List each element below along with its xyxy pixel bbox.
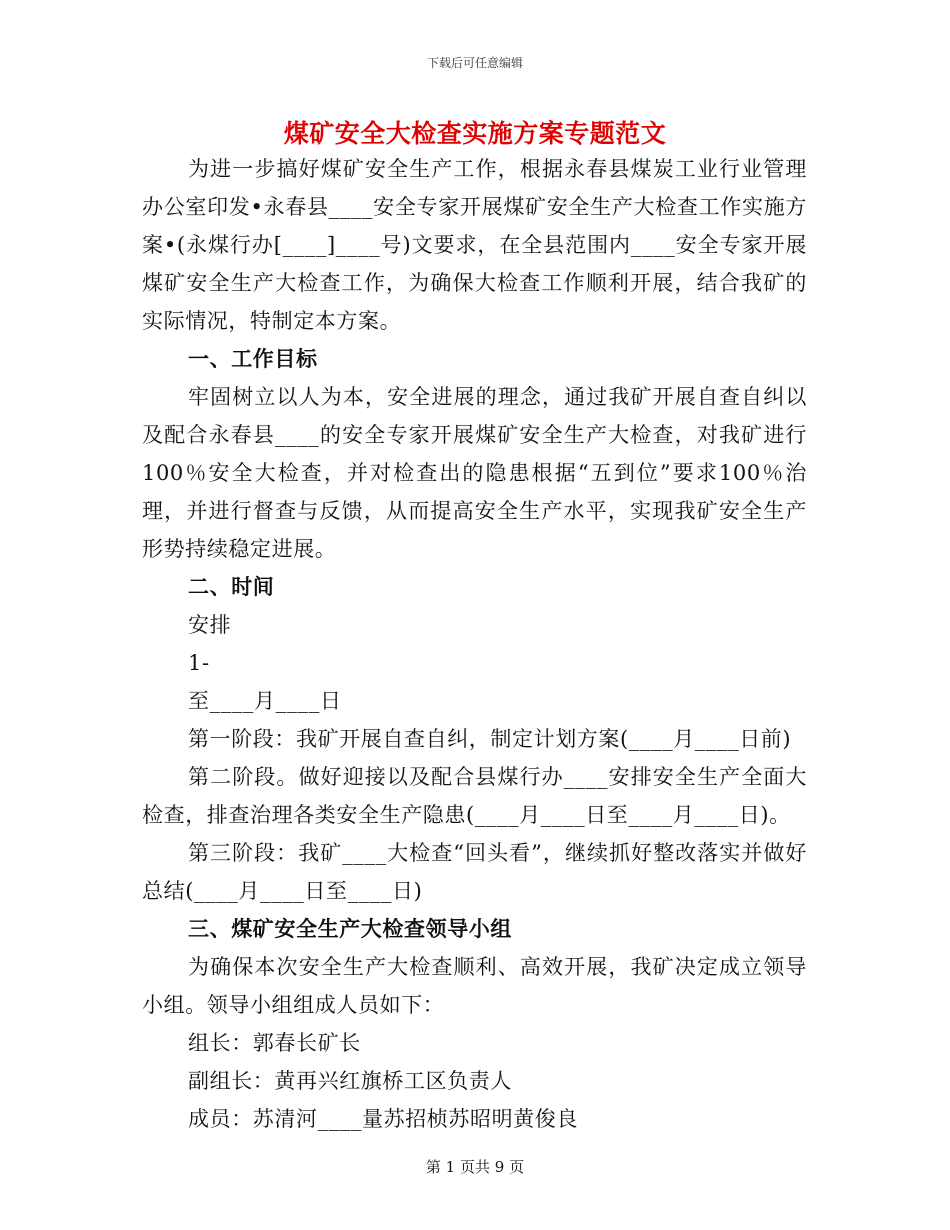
stage-one-paragraph: 第一阶段：我矿开展自查自纠，制定计划方案(____月____日前) bbox=[188, 727, 792, 751]
members-line: 成员：苏清河____量苏招桢苏昭明黄俊良 bbox=[188, 1107, 578, 1131]
goals-paragraph: 牢固树立以人为本，安全进展的理念，通过我矿开展自查自纠以及配合永春县____的安全专家开展煤矿安全生产大检查，对我矿进行100％安全大检查，并对检查出的隐患根据“五到位”要求100％治理，并进行督查与反馈，从而提高安全生产水平，实现我矿安全生产形势持续稳定进展。 bbox=[142, 385, 807, 561]
leader-line: 组长：郭春长矿长 bbox=[188, 1031, 361, 1055]
page-number-footer: 第 1 页共 9 页 bbox=[425, 1158, 525, 1176]
deputy-leader-line: 副组长：黄再兴红旗桥工区负责人 bbox=[188, 1069, 512, 1093]
time-line-arrangement: 安排 bbox=[188, 613, 232, 637]
leadership-paragraph: 为确保本次安全生产大检查顺利、高效开展，我矿决定成立领导小组。领导小组组成人员如下： bbox=[142, 955, 807, 1017]
time-line-start: 1- bbox=[188, 651, 210, 675]
section-heading-leadership: 三、煤矿安全生产大检查领导小组 bbox=[188, 917, 512, 941]
stage-two-paragraph: 第二阶段。做好迎接以及配合县煤行办____安排安全生产全面大检查，排查治理各类安全生产隐患(____月____日至____月____日)。 bbox=[142, 765, 807, 827]
intro-paragraph: 为进一步搞好煤矿安全生产工作，根据永春县煤炭工业行业管理办公室印发•永春县____安全专家开展煤矿安全生产大检查工作实施方案•(永煤行办[____]____号)文要求，在全县范围内____安全专家开展煤矿安全生产大检查工作，为确保大检查工作顺利开展，结合我矿的实际情况，特制定本方案。 bbox=[142, 157, 807, 333]
section-heading-goals: 一、工作目标 bbox=[188, 347, 318, 371]
header-note: 下载后可任意编辑 bbox=[426, 56, 523, 70]
section-heading-time: 二、时间 bbox=[188, 575, 275, 599]
document-title: 煤矿安全大检查实施方案专题范文 bbox=[283, 119, 667, 148]
time-line-end: 至____月____日 bbox=[188, 689, 342, 713]
stage-three-paragraph: 第三阶段：我矿____大检查“回头看”，继续抓好整改落实并做好总结(____月____日至____日) bbox=[142, 841, 807, 903]
document-body bbox=[142, 150, 807, 1138]
